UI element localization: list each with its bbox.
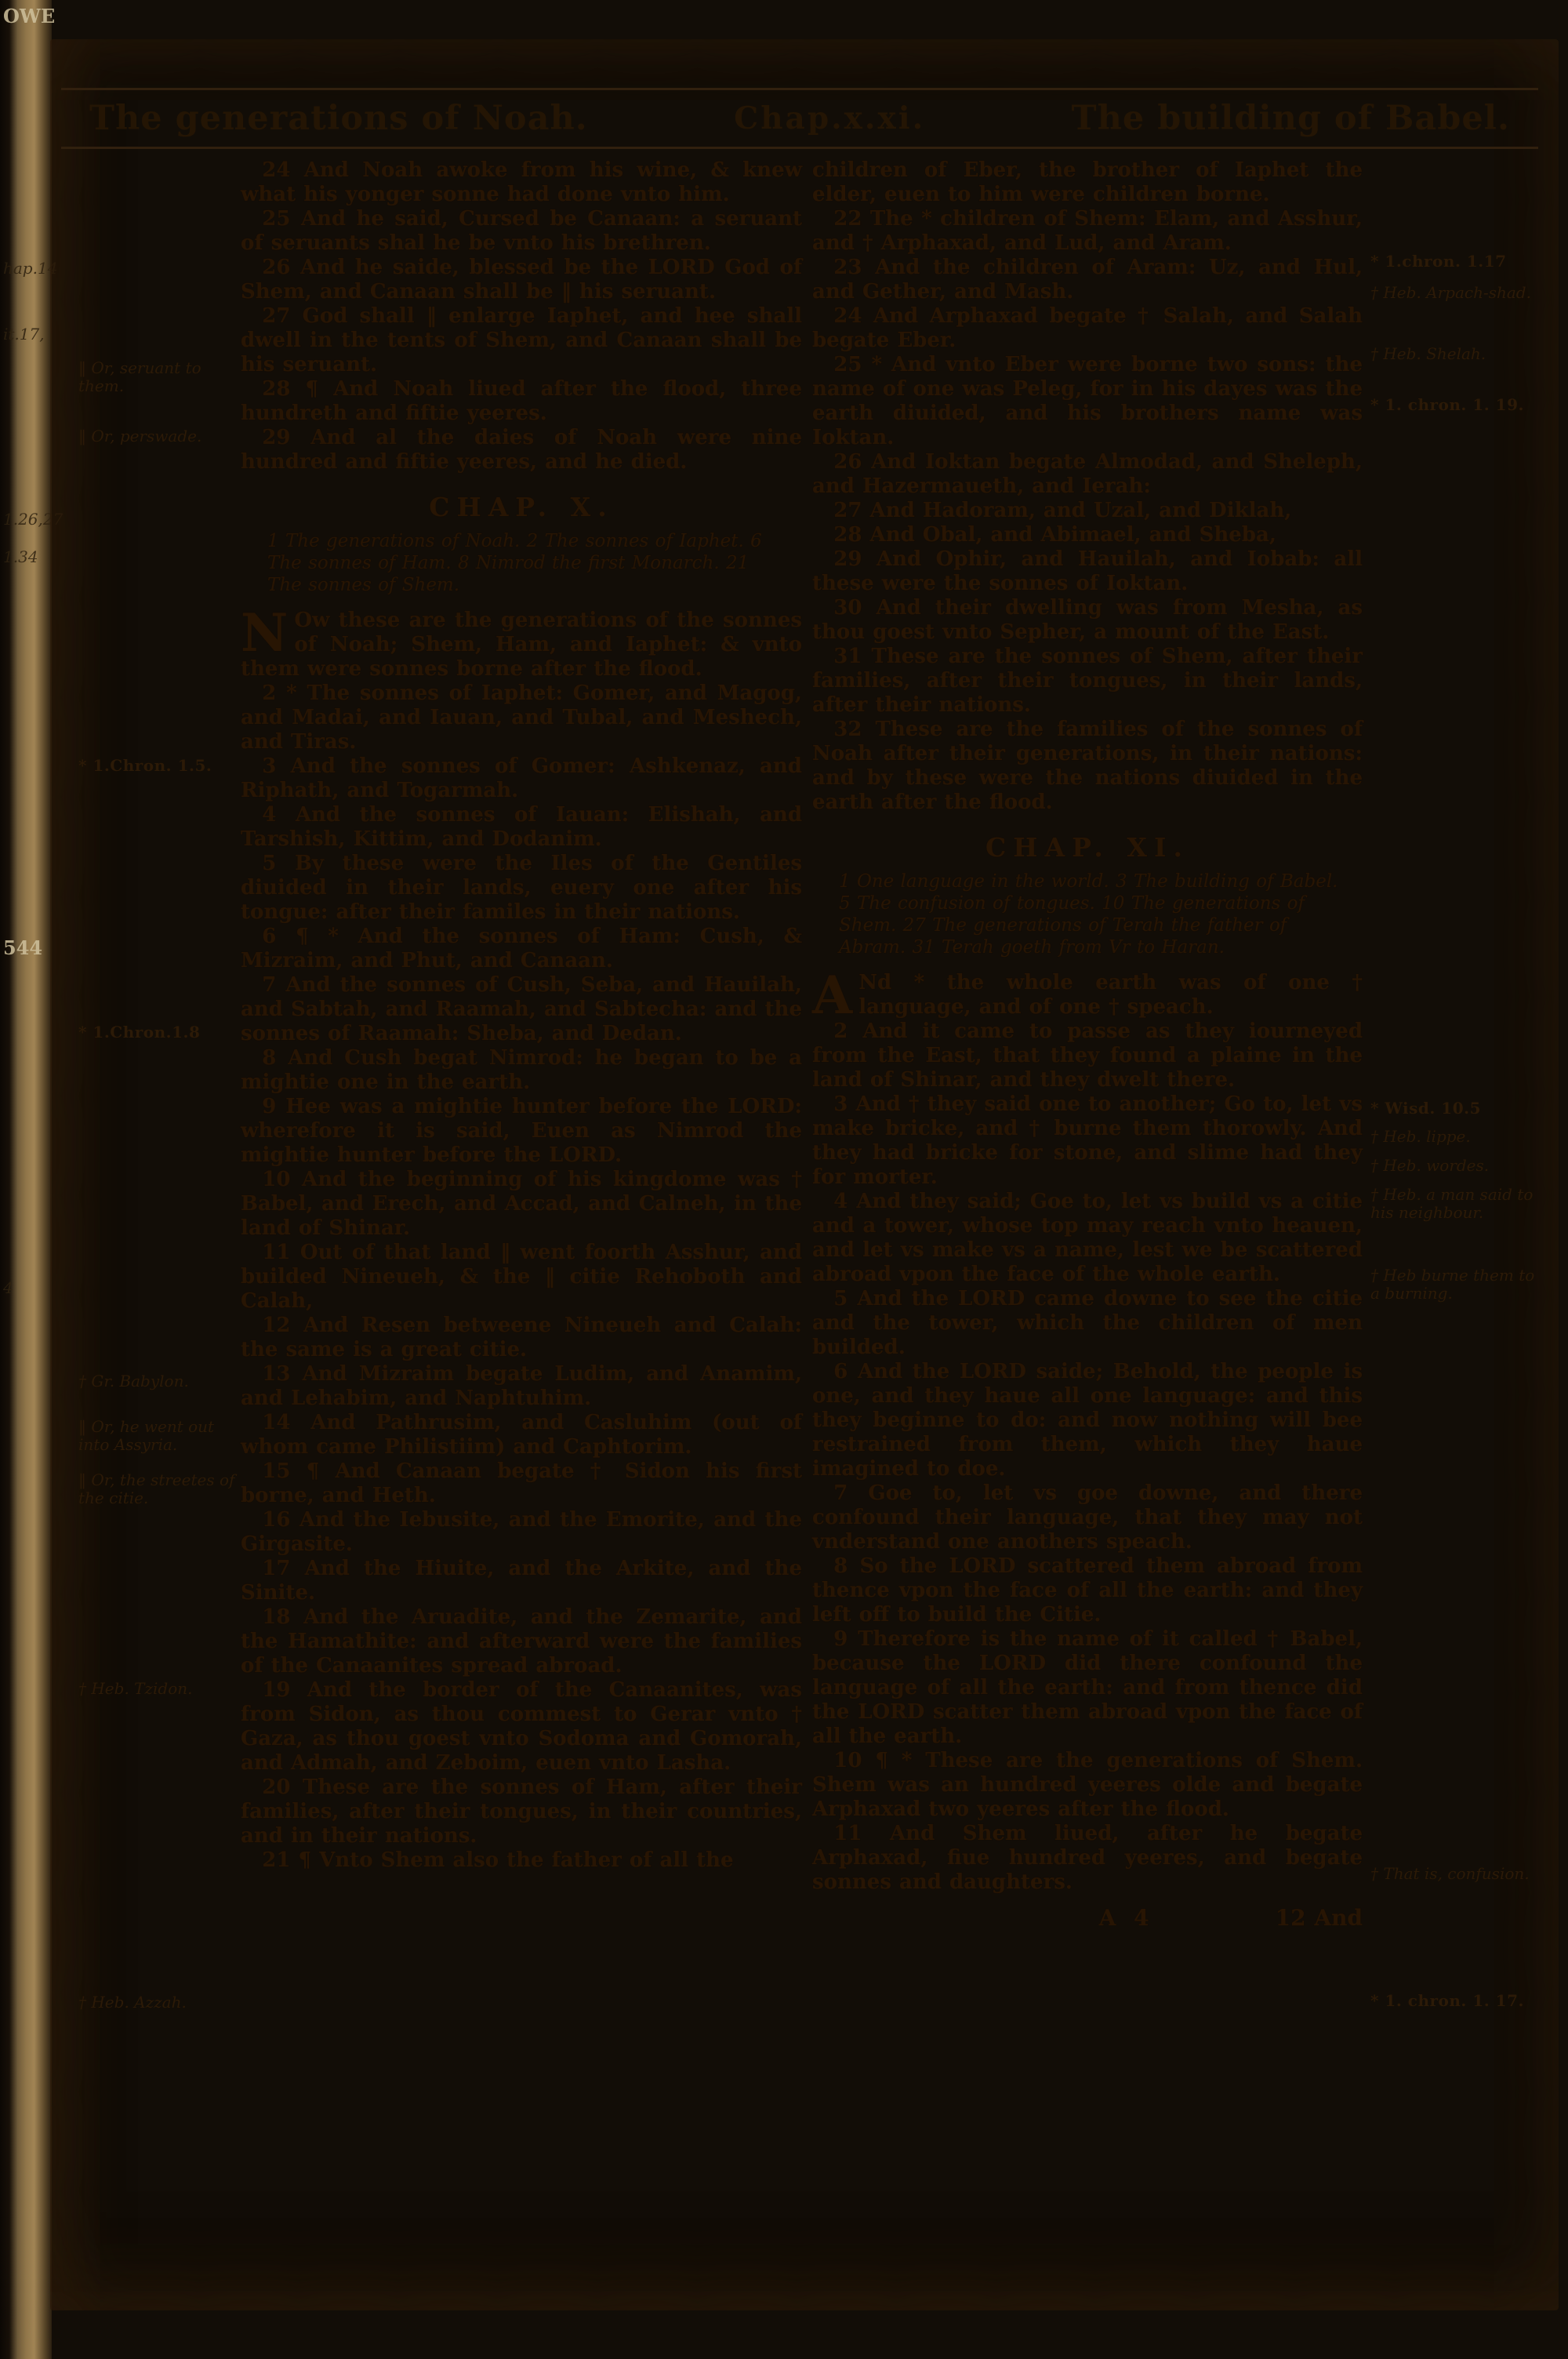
margin-note: † That is, confusion. (1370, 1864, 1530, 1883)
facing-page-fragment: 544 (3, 936, 43, 959)
margin-note: † Heb. Shelah. (1370, 344, 1486, 363)
text-column-left (241, 158, 802, 1873)
facing-page-fragment: 4 (3, 1278, 13, 1297)
verse: 12 And Resen betweene Nineueh and Calah: the same is a great citie. (241, 1314, 802, 1361)
facing-page-fragment: 1.34 (3, 547, 38, 566)
chapter-heading: CHAP. XI. (985, 832, 1189, 863)
margin-note: † Heb. lippe. (1370, 1127, 1471, 1146)
verse: 28 ¶ And Noah liued after the flood, three hundreth and fiftie yeeres. (241, 377, 802, 425)
verse: 14 And Pathrusim, and Casluhim (out of whom came Philistiim) and Caphtorim. (241, 1411, 802, 1459)
verse: 26 And Ioktan begate Almodad, and Sheleph, and Hazermaueth, and Ierah: (812, 450, 1363, 498)
verse: 29 And Ophir, and Hauilah, and Iobab: all these were the sonnes of Ioktan. (812, 547, 1363, 595)
chapter-heading: CHAP. X. (429, 492, 614, 522)
margin-note: * 1.chron. 1.17 (1370, 252, 1507, 271)
margin-note: † Heb. Tzidon. (78, 1679, 193, 1698)
verse: 10 ¶ * These are the generations of Shem. Shem was an hundred yeeres olde and begate Arphaxad two yeeres after the flood. (812, 1749, 1363, 1821)
verse: 8 So the LORD scattered them abroad from thence vpon the face of all the earth: and they left off to build the Citie. (812, 1554, 1363, 1627)
spacer (812, 1906, 978, 1930)
margin-note: ‖ Or, perswade. (78, 427, 202, 445)
verse: 3 And † they said one to another; Go to, let vs make bricke, and † burne them thorowly. And they had bricke for stone, and slime had they for morter. (812, 1092, 1363, 1189)
margin-note: † Heb. a man said to his neighbour. (1370, 1185, 1534, 1222)
verse: 7 Goe to, let vs goe downe, and there confound their language, that they may not vnderstand one anothers speach. (812, 1481, 1363, 1554)
verse: 2 * The sonnes of Iaphet: Gomer, and Magog, and Madai, and Iauan, and Tubal, and Meshech, and Tiras. (241, 682, 802, 754)
facing-page-fragment: OWE (3, 5, 56, 27)
margin-note: * 1. chron. 1. 19. (1370, 395, 1524, 414)
drop-cap: N (241, 602, 289, 663)
verse: 4 And the sonnes of Iauan: Elishah, and Tarshish, Kittim, and Dodanim. (241, 803, 802, 851)
margin-note: * Wisd. 10.5 (1370, 1099, 1482, 1118)
verse: 16 And the Iebusite, and the Emorite, and the Girgasite. (241, 1508, 802, 1556)
running-head-right: The building of Babel. (1071, 99, 1510, 138)
verse: 19 And the border of the Canaanites, was from Sidon, as thou commest to Gerar vnto † Gaza, as thou goest vnto Sodoma and Gomorah, and Admah, and Zeboim, euen vnto Lasha. (241, 1678, 802, 1775)
verse: 29 And al the daies of Noah were nine hundred and fiftie yeeres, and he died. (241, 426, 802, 474)
margin-note: † Gr. Babylon. (78, 1372, 189, 1390)
text-column-right (812, 158, 1363, 1930)
verse: 27 God shall ‖ enlarge Iaphet, and hee shall dwell in the tents of Shem, and Canaan shall be his seruant. (241, 304, 802, 376)
margin-note: † Heb. Arpach-shad. (1370, 283, 1531, 302)
verse: 9 Hee was a mightie hunter before the LORD: wherefore it is said, Euen as Nimrod the mightie hunter before the LORD. (241, 1095, 802, 1167)
margin-note: † Heb burne them to a burning. (1370, 1266, 1535, 1303)
verse: 10 And the beginning of his kingdome was † Babel, and Erech, and Accad, and Calneh, in the land of Shinar. (241, 1168, 802, 1240)
drop-cap: A (812, 965, 853, 1026)
verse: 15 ¶ And Canaan begate † Sidon his first borne, and Heth. (241, 1459, 802, 1507)
facing-page-fragment: hap.14 (3, 259, 58, 278)
verse: 24 And Noah awoke from his wine, & knew what his yonger sonne had done vnto him. (241, 158, 802, 206)
signature-line (812, 1906, 1363, 1930)
verse: 8 And Cush begat Nimrod: he began to be a mightie one in the earth. (241, 1046, 802, 1094)
verse-continued: children of Eber, the brother of Iaphet the elder, euen to him were children borne. (812, 158, 1363, 206)
signature-mark: A 4 (1098, 1905, 1154, 1931)
facing-page-fragment: 1.26,27 (3, 510, 64, 529)
verse: 5 By these were the Iles of the Gentiles diuided in their lands, euery one after his tongue: after their familes in their nations. (241, 852, 802, 924)
verse: 28 And Obal, and Abimael, and Sheba, (833, 523, 1276, 547)
verse: 31 These are the sonnes of Shem, after their families, after their tongues, in their lands, after their nations. (812, 645, 1363, 717)
verse: 18 And the Aruadite, and the Zemarite, and the Hamathite: and afterward were the families of the Canaanites spread abroad. (241, 1605, 802, 1677)
margin-note: * 1. chron. 1. 17. (1370, 1991, 1524, 2010)
margin-note: † Heb. wordes. (1370, 1156, 1490, 1175)
verse-with-drop-cap: A Nd * the whole earth was of one † language, and of one † speach. (812, 965, 1363, 1026)
margin-note: † Heb. Azzah. (78, 1993, 187, 2012)
verse: 25 And he said, Cursed be Canaan: a seruant of seruants shal he be vnto his brethren. (241, 207, 802, 255)
verse: 6 And the LORD saide; Behold, the people is one, and they haue all one language: and this they beginne to do: and now nothing will bee restrained from them, which they haue imagined to doe. (812, 1360, 1363, 1481)
facing-page-fragment: it.17, (3, 325, 45, 343)
margin-note: * 1.Chron.1.8 (78, 1023, 201, 1041)
verse: 5 And the LORD came downe to see the citie and the tower, which the children of men builded. (812, 1287, 1363, 1359)
verse: 11 Out of that land ‖ went foorth Asshur, and builded Nineueh, & the ‖ citie Rehoboth and Calah, (241, 1241, 802, 1313)
verse: 3 And the sonnes of Gomer: Ashkenaz, and Riphath, and Togarmah. (241, 754, 802, 802)
verse: 20 These are the sonnes of Ham, after their families, after their tongues, in their countries, and in their nations. (241, 1776, 802, 1848)
verse: 2 And it came to passe as they iourneyed from the East, that they found a plaine in the land of Shinar, and they dwelt there. (812, 1020, 1363, 1092)
margin-note: ‖ Or, he went out into Assyria. (78, 1417, 215, 1454)
verse-with-drop-cap: N Ow these are the generations of the sonnes of Noah; Shem, Ham, and Iaphet: & vnto them were sonnes borne after the flood. (241, 602, 802, 681)
verse: 9 Therefore is the name of it called † Babel, because the LORD did there confound the language of all the earth: and from thence did the LORD scatter them abroad vpon the face of all the earth. (812, 1627, 1363, 1748)
right-margin-notes (1370, 39, 1535, 2310)
running-head-left: The generations of Noah. (89, 99, 588, 138)
left-margin-notes (78, 39, 235, 2310)
verse: 24 And Arphaxad begate † Salah, and Salah begate Eber. (812, 304, 1363, 352)
margin-note: * 1.Chron. 1.5. (78, 756, 212, 775)
verse: 13 And Mizraim begate Ludim, and Anamim, and Lehabim, and Naphtuhim. (241, 1362, 802, 1410)
running-head (61, 88, 1538, 149)
verse: 21 ¶ Vnto Shem also the father of all the (262, 1848, 734, 1872)
verse: 4 And they said; Goe to, let vs build vs a citie and a tower, whose top may reach vnto heauen, and let vs make vs a name, lest we be scattered abroad vpon the face of the whole earth. (812, 1190, 1363, 1286)
chapter-summary: 1 The generations of Noah. 2 The sonnes of Iaphet. 6 The sonnes of Ham. 8 Nimrod the first Monarch. 21 The sonnes of Shem. (267, 531, 762, 595)
verse: 23 And the children of Aram: Uz, and Hul, and Gether, and Mash. (812, 256, 1363, 304)
margin-note: ‖ Or, the streetes of the citie. (78, 1470, 235, 1507)
verse: 25 * And vnto Eber were borne two sons: the name of one was Peleg, for in his dayes was the earth diuided, and his brothers name was Ioktan. (812, 353, 1363, 449)
verse: 30 And their dwelling was from Mesha, as thou goest vnto Sepher, a mount of the East. (812, 596, 1363, 644)
verse: 6 ¶ * And the sonnes of Ham: Cush, & Mizraim, and Phut, and Canaan. (241, 925, 802, 972)
margin-note: ‖ Or, seruant to them. (78, 358, 201, 395)
verse: 17 And the Hiuite, and the Arkite, and the Sinite. (241, 1557, 802, 1605)
verse: 27 And Hadoram, and Uzal, and Diklah, (833, 499, 1292, 522)
verse: 22 The * children of Shem: Elam, and Asshur, and † Arphaxad, and Lud, and Aram. (812, 207, 1363, 255)
bible-page (50, 39, 1559, 2310)
chapter-summary: 1 One language in the world. 3 The building of Babel. 5 The confusion of tongues. 10 The generations of Shem. 27 The generations of Terah the father of Abram. 31 Terah goeth from Vr to Haran. (839, 871, 1338, 958)
verse: 32 These are the families of the sonnes of Noah after their generations, in their nations: and by these were the nations diuided in the earth after the flood. (812, 718, 1363, 814)
catchword: 12 And (1275, 1905, 1363, 1931)
book-spine (0, 0, 52, 2359)
running-head-chapter: Chap.x.xi. (734, 100, 926, 136)
verse: 11 And Shem liued, after he begate Arphaxad, fiue hundred yeeres, and begate sonnes and daughters. (812, 1822, 1363, 1894)
verse: 26 And he saide, blessed be the LORD God of Shem, and Canaan shall be ‖ his seruant. (241, 256, 802, 304)
verse: 7 And the sonnes of Cush, Seba, and Hauilah, and Sabtah, and Raamah, and Sabtecha: and the sonnes of Raamah: Sheba, and Dedan. (241, 973, 802, 1045)
